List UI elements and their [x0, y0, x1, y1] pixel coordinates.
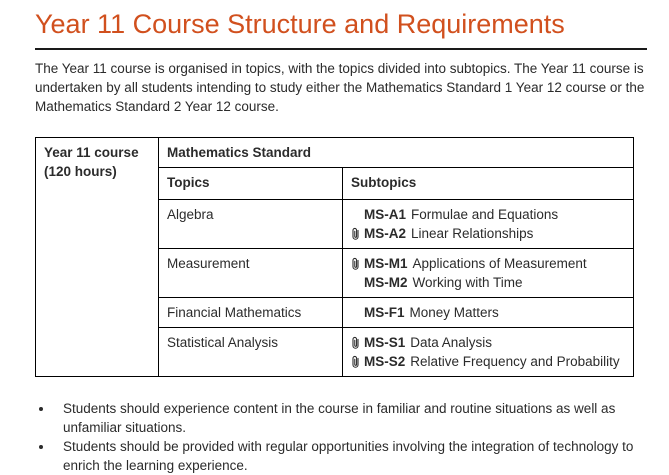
course-structure-table	[35, 137, 634, 377]
page-title: Year 11 Course Structure and Requirements	[35, 9, 565, 39]
topics-column-header: Topics	[159, 168, 343, 200]
subtopic-name: Applications of Measurement	[412, 256, 587, 271]
topic-cell: Financial Mathematics	[159, 298, 343, 328]
topic-cell: Algebra	[159, 200, 343, 249]
subtopic-line	[351, 333, 625, 352]
notes-list	[35, 399, 641, 475]
subtopics-cell	[343, 298, 634, 328]
subtopic-code: MS-M1	[364, 256, 408, 271]
course-name: Year 11 course	[44, 145, 139, 160]
course-hours: (120 hours)	[44, 164, 117, 179]
subtopic-name: Formulae and Equations	[411, 207, 559, 222]
subtopic-name: Relative Frequency and Probability	[410, 354, 620, 369]
group-header-cell: Mathematics Standard	[159, 138, 634, 168]
subtopic-code: MS-M2	[364, 275, 408, 290]
subtopic-line	[351, 254, 625, 273]
note-item: • Students should experience content in the course in familiar and routine situations as well as unfamiliar situations.	[54, 399, 641, 437]
subtopic-name: Working with Time	[412, 275, 523, 290]
title-divider	[35, 48, 647, 50]
subtopic-line	[351, 205, 625, 224]
subtopic-code: MS-S1	[364, 335, 406, 350]
group-header-row	[36, 138, 634, 168]
subtopic-name: Data Analysis	[410, 335, 493, 350]
paperclip-spacer	[351, 273, 364, 276]
paperclip-spacer	[351, 205, 364, 208]
subtopic-code: MS-A2	[364, 226, 407, 241]
subtopics-cell	[343, 200, 634, 249]
subtopics-column-header: Subtopics	[343, 168, 634, 200]
topic-cell: Statistical Analysis	[159, 328, 343, 377]
subtopic-code: MS-S2	[364, 354, 406, 369]
paperclip-icon[interactable]	[351, 254, 364, 270]
subtopics-cell	[343, 249, 634, 298]
subtopic-name: Linear Relationships	[411, 226, 534, 241]
course-cell	[36, 138, 159, 377]
topic-cell: Measurement	[159, 249, 343, 298]
subtopic-line	[351, 224, 625, 243]
subtopic-line	[351, 273, 625, 292]
paperclip-icon[interactable]	[351, 224, 364, 240]
paperclip-icon[interactable]	[351, 352, 364, 368]
paperclip-spacer	[351, 303, 364, 306]
note-item: • Students should be provided with regular opportunities involving the integration of technology to enrich the learning experience.	[54, 437, 641, 475]
subtopic-line	[351, 352, 625, 371]
intro-paragraph: The Year 11 course is organised in topics, with the topics divided into subtopics. The Year 11 course is undertaken by all students intending to study either the Mathematics Standard 1 Year 12 course or the Mathematics Standard 2 Year 12 course.	[35, 61, 645, 114]
subtopic-name: Money Matters	[409, 305, 499, 320]
paperclip-icon[interactable]	[351, 333, 364, 349]
subtopics-cell	[343, 328, 634, 377]
subtopic-line	[351, 303, 625, 322]
subtopic-code: MS-F1	[364, 305, 405, 320]
subtopic-code: MS-A1	[364, 207, 407, 222]
